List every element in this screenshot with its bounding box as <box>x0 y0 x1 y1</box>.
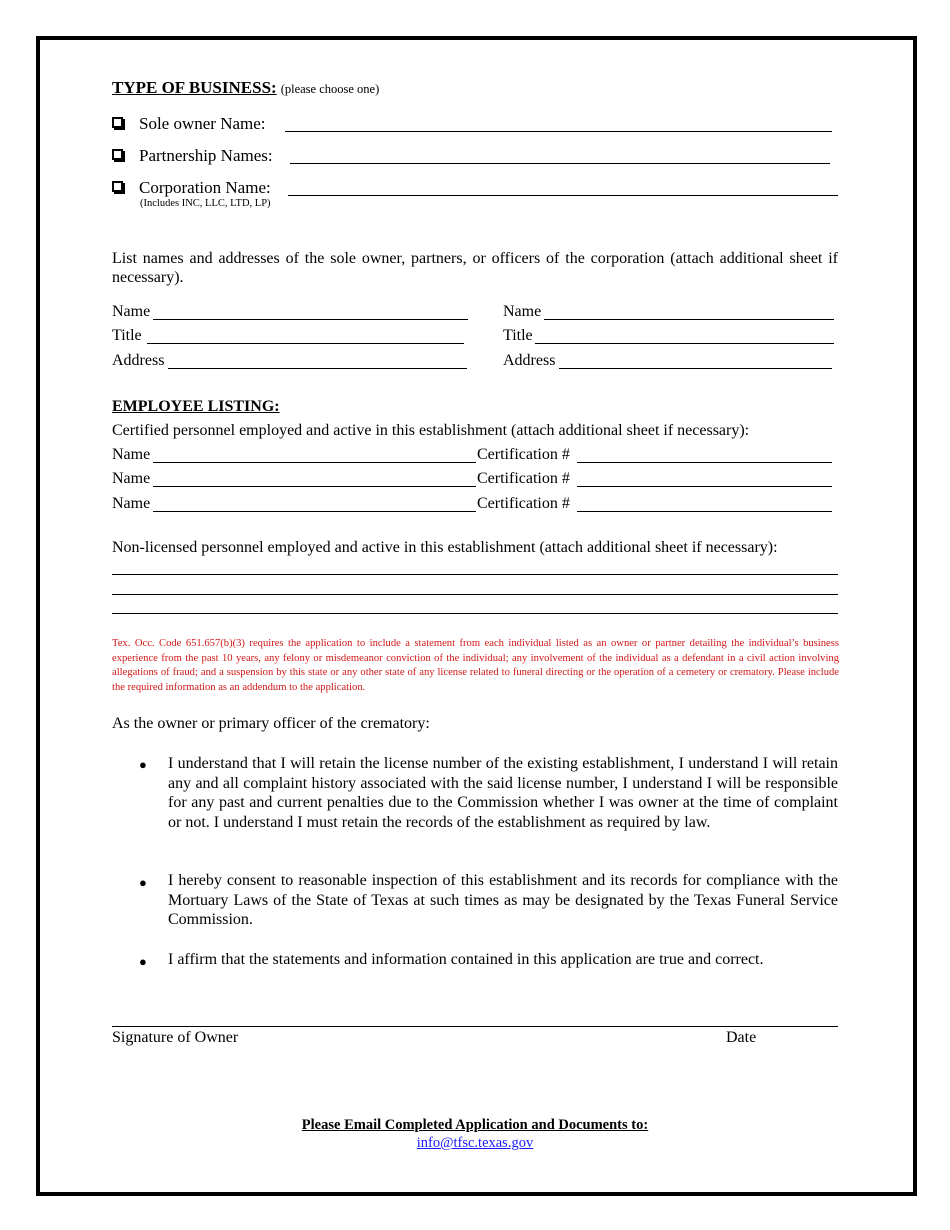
corporation-sublabel: (Includes INC, LLC, LTD, LP) <box>140 198 271 209</box>
nonlicensed-personnel-intro: Non-licensed personnel employed and active in this establishment (attach additional sheet if necessary): <box>112 539 778 556</box>
nonlicensed-field-1[interactable] <box>112 574 838 575</box>
officer-2-title-label: Title <box>503 327 533 344</box>
employee-3-cert-label: Certification # <box>477 495 570 512</box>
employee-3-name-field[interactable] <box>153 511 476 512</box>
sole-owner-label: Sole owner Name: <box>139 114 266 133</box>
officer-1-title-field[interactable] <box>147 343 464 344</box>
officers-instruction: List names and addresses of the sole owner, partners, or officers of the corporation (attach additional sheet if necessary). <box>112 250 838 286</box>
business-type-section <box>112 78 379 98</box>
officer-2-title-field[interactable] <box>535 343 834 344</box>
signature-date-label: Date <box>726 1029 757 1046</box>
affirmation-intro: As the owner or primary officer of the crematory: <box>112 715 430 732</box>
sole-owner-name-field[interactable] <box>285 131 832 132</box>
employee-2-cert-field[interactable] <box>577 486 832 487</box>
legal-notice: Tex. Occ. Code 651.657(b)(3) requires the application to include a statement from each individual listed as an owner or partner detailing the individual’s business experience from the past 10 years, any felony or misdemeanor conviction of the individual; any involvement of the individual as a defendant in a civil action involving allegations of fraud; and a suspension by this state or any other state of any license related to funeral directing or the operation of a cemetery or crematory. Please include the required information as an addendum to the application. <box>112 638 839 693</box>
partnership-checkbox[interactable] <box>112 149 123 160</box>
bullet-icon: ● <box>139 757 147 772</box>
employee-1-cert-field[interactable] <box>577 462 832 463</box>
nonlicensed-field-2[interactable] <box>112 594 838 595</box>
officer-1-address-field[interactable] <box>168 368 467 369</box>
officer-1-address-label: Address <box>112 352 165 369</box>
corporation-checkbox[interactable] <box>112 181 123 192</box>
partnership-names-field[interactable] <box>290 163 830 164</box>
page-border <box>36 36 917 1196</box>
affirmation-bullet-1: I understand that I will retain the license number of the existing establishment, I understand I will retain any and all complaint history associated with the said license number, I understand I will be responsible for any past and current penalties due to the Commission whether I was owner at the time of complaint or not. I understand I must retain the records of the establishment as required by law. <box>168 755 838 831</box>
affirmation-bullet-2: I hereby consent to reasonable inspection of this establishment and its records for compliance with the Mortuary Laws of the State of Texas at such times as may be designated by the Texas Funeral Service Commission. <box>168 872 838 929</box>
sole-owner-checkbox[interactable] <box>112 117 123 128</box>
officer-1-title-label: Title <box>112 327 142 344</box>
officer-2-name-field[interactable] <box>544 319 834 320</box>
corporation-label: Corporation Name: <box>139 178 271 197</box>
bullet-icon: ● <box>139 875 147 890</box>
signature-owner-label: Signature of Owner <box>112 1029 239 1046</box>
signature-line[interactable] <box>112 1026 838 1027</box>
employee-1-name-field[interactable] <box>153 462 476 463</box>
email-instruction: Please Email Completed Application and Documents to: <box>301 1117 649 1133</box>
business-type-note: (please choose one) <box>280 82 380 96</box>
email-link[interactable]: info@tfsc.texas.gov <box>416 1135 534 1151</box>
officer-1-name-label: Name <box>112 303 151 320</box>
employee-2-name-label: Name <box>112 470 151 487</box>
employee-1-cert-label: Certification # <box>477 446 570 463</box>
email-container <box>112 1135 838 1152</box>
officer-1-name-field[interactable] <box>153 319 468 320</box>
employee-3-cert-field[interactable] <box>577 511 832 512</box>
partnership-label: Partnership Names: <box>139 146 273 165</box>
officer-2-address-label: Address <box>503 352 556 369</box>
employee-2-name-field[interactable] <box>153 486 476 487</box>
affirmation-bullet-3: I affirm that the statements and information contained in this application are true and correct. <box>168 951 764 968</box>
certified-personnel-intro: Certified personnel employed and active in this establishment (attach additional sheet if necessary): <box>112 422 750 439</box>
corporation-name-field[interactable] <box>288 195 838 196</box>
officer-2-name-label: Name <box>503 303 542 320</box>
bullet-icon: ● <box>139 954 147 969</box>
employee-3-name-label: Name <box>112 495 151 512</box>
nonlicensed-field-3[interactable] <box>112 613 838 614</box>
employee-listing-heading: EMPLOYEE LISTING: <box>112 398 280 415</box>
business-type-heading: TYPE OF BUSINESS: <box>112 78 277 97</box>
officer-2-address-field[interactable] <box>559 368 832 369</box>
employee-1-name-label: Name <box>112 446 151 463</box>
employee-2-cert-label: Certification # <box>477 470 570 487</box>
